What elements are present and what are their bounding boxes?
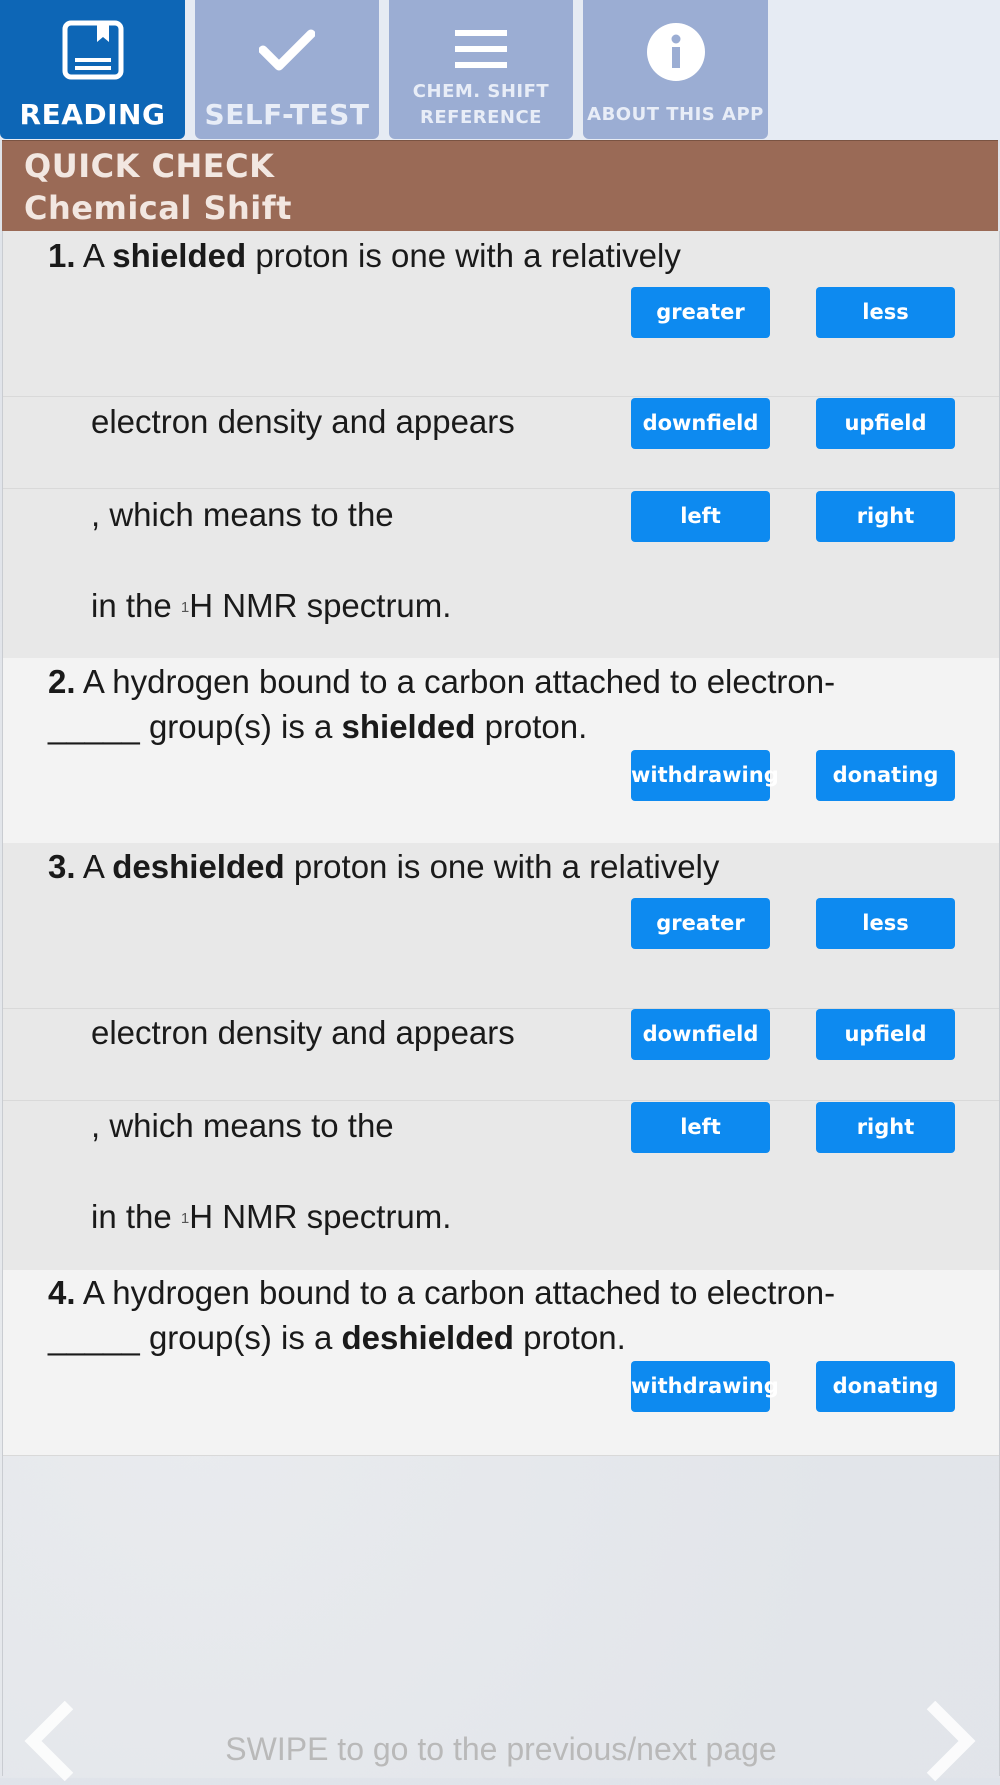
next-page-arrow-icon[interactable] <box>923 1701 979 1785</box>
superscript-one: 1 <box>180 1210 190 1227</box>
tab-about-label: ABOUT THIS APP <box>587 104 764 125</box>
section-header <box>2 140 998 231</box>
q3-option-downfield-button[interactable]: downfield <box>631 1009 770 1060</box>
q3-text-post: proton is one with a relatively <box>293 848 720 885</box>
q1-line-4 <box>91 583 451 628</box>
q2-text-post: proton. <box>484 708 588 745</box>
info-icon <box>646 22 706 86</box>
q1-option-less-button[interactable]: less <box>816 287 955 338</box>
tab-about-this-app[interactable] <box>583 0 768 139</box>
divider <box>3 1100 999 1101</box>
q1-option-upfield-button[interactable]: upfield <box>816 398 955 449</box>
tab-reading-label: READING <box>19 98 166 131</box>
q4-keyword: deshielded <box>341 1319 514 1356</box>
q4-text-post: proton. <box>523 1319 626 1356</box>
q2-blank: _____ <box>48 708 140 745</box>
question-4-line-1 <box>48 1270 835 1315</box>
q1-option-left-button[interactable]: left <box>631 491 770 542</box>
q1-line-3: , which means to the <box>91 496 394 533</box>
q3-line4-pre: in the <box>91 1198 172 1235</box>
q4-text-mid: group(s) is a <box>148 1319 333 1356</box>
q3-line-3: , which means to the <box>91 1107 394 1144</box>
q4-blank: _____ <box>48 1319 140 1356</box>
q1-line4-pre: in the <box>91 587 172 624</box>
header-quick-check: QUICK CHECK <box>24 147 275 185</box>
menu-lines-icon <box>453 28 509 76</box>
header-topic-title: Chemical Shift <box>24 189 292 227</box>
question-1-line-1 <box>48 233 681 278</box>
q3-option-less-button[interactable]: less <box>816 898 955 949</box>
tab-chem-shift-label-line1: CHEM. SHIFT <box>412 81 550 102</box>
question-3-line-1 <box>48 844 719 889</box>
q1-line-2: electron density and appears <box>91 403 515 440</box>
q3-text-pre: A <box>82 848 104 885</box>
q3-line-2: electron density and appears <box>91 1014 515 1051</box>
tab-self-test-label: SELF-TEST <box>204 98 370 131</box>
q3-option-left-button[interactable]: left <box>631 1102 770 1153</box>
q2-option-withdrawing-button[interactable]: withdrawing <box>631 750 770 801</box>
q3-option-upfield-button[interactable]: upfield <box>816 1009 955 1060</box>
q3-keyword: deshielded <box>112 848 285 885</box>
q1-option-greater-button[interactable]: greater <box>631 287 770 338</box>
superscript-one: 1 <box>180 599 190 616</box>
q4-option-withdrawing-button[interactable]: withdrawing <box>631 1361 770 1412</box>
question-number: 3. <box>48 848 76 885</box>
question-number: 4. <box>48 1274 76 1311</box>
q1-text-pre: A <box>82 237 104 274</box>
q3-line4-post: H NMR spectrum. <box>189 1198 452 1235</box>
q1-line4-post: H NMR spectrum. <box>189 587 452 624</box>
q1-keyword: shielded <box>112 237 247 274</box>
q2-option-donating-button[interactable]: donating <box>816 750 955 801</box>
question-number: 2. <box>48 663 76 700</box>
checkmark-icon <box>259 28 315 76</box>
divider <box>3 396 999 397</box>
tab-chem-shift-reference[interactable] <box>389 0 573 139</box>
q1-option-right-button[interactable]: right <box>816 491 955 542</box>
divider <box>3 488 999 489</box>
tab-self-test[interactable] <box>195 0 379 139</box>
quiz-content <box>2 231 1000 1776</box>
tab-bar <box>0 0 1000 140</box>
question-2-line-2 <box>48 704 587 749</box>
q4-option-donating-button[interactable]: donating <box>816 1361 955 1412</box>
q1-text-post: proton is one with a relatively <box>255 237 681 274</box>
divider <box>3 1455 999 1456</box>
swipe-hint: SWIPE to go to the previous/next page <box>225 1731 777 1767</box>
book-icon <box>61 20 125 86</box>
question-number: 1. <box>48 237 76 274</box>
q2-text-line1: A hydrogen bound to a carbon attached to electron- <box>82 663 836 700</box>
q3-option-greater-button[interactable]: greater <box>631 898 770 949</box>
q4-text-line1: A hydrogen bound to a carbon attached to electron- <box>82 1274 836 1311</box>
q3-option-right-button[interactable]: right <box>816 1102 955 1153</box>
q2-text-mid: group(s) is a <box>148 708 333 745</box>
q3-line-4 <box>91 1194 451 1239</box>
question-4-line-2 <box>48 1315 626 1360</box>
tab-reading[interactable] <box>0 0 185 139</box>
tab-chem-shift-label-line2: REFERENCE <box>420 107 542 128</box>
question-2-line-1 <box>48 659 835 704</box>
q2-keyword: shielded <box>341 708 476 745</box>
q1-option-downfield-button[interactable]: downfield <box>631 398 770 449</box>
